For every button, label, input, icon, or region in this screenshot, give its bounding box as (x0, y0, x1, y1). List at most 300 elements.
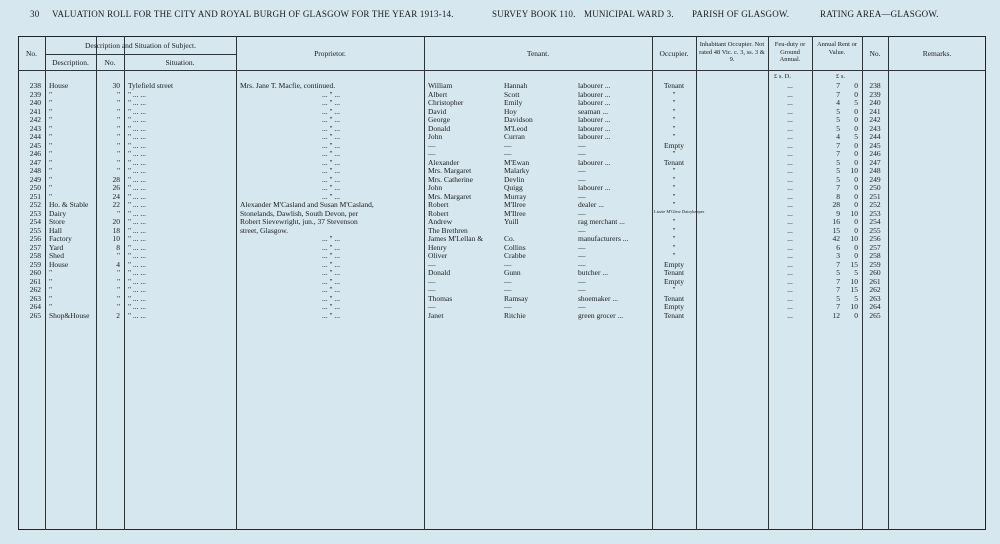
rent-pounds: 7 (836, 89, 840, 99)
rent-pounds: 4 (836, 98, 840, 107)
tenant-occupation: seaman ... (578, 106, 608, 116)
situation: " ... ... (128, 276, 147, 286)
subject-description: Store (49, 217, 65, 226)
col-rule (45, 36, 46, 530)
col-header-description-group: Description and Situation of Subject. (84, 41, 197, 50)
entry-number: 252 (29, 200, 41, 209)
entry-number: 246 (29, 149, 41, 158)
entry-number: 257 (29, 242, 41, 252)
feu-duty: ... (787, 191, 793, 201)
tenant-first-name: Oliver (428, 251, 448, 260)
tenant-first-name: Donald (428, 123, 451, 133)
entry-number: 243 (29, 123, 41, 133)
occupier: " (672, 115, 676, 124)
feu-duty: ... (787, 98, 793, 107)
col-header-feu-duty: Feu-duty or Ground Annual. (774, 41, 806, 63)
tenant-surname: M'Ilree (504, 208, 526, 218)
occupier: " (672, 217, 676, 226)
proprietor: ... " ... (321, 140, 341, 150)
feu-duty: ... (787, 293, 793, 303)
occupier: " (672, 191, 676, 201)
tenant-surname: — (504, 276, 512, 286)
col-rule (124, 36, 125, 530)
subject-description: " (49, 174, 53, 184)
tenant-first-name: William (428, 81, 453, 90)
street-number: " (116, 302, 120, 311)
tenant-surname: — (504, 302, 512, 311)
proprietor: ... " ... (321, 149, 341, 158)
rent-shillings: 0 (854, 183, 858, 192)
rent-shillings: 0 (854, 149, 858, 158)
tenant-occupation: shoemaker ... (578, 293, 618, 303)
entry-number-right: 260 (869, 268, 881, 277)
feu-duty: ... (787, 302, 793, 311)
entry-number: 251 (29, 191, 41, 201)
feu-duty: ... (787, 276, 793, 286)
feu-currency: £ s. D. (774, 73, 791, 80)
entry-number-right: 264 (869, 302, 881, 311)
tenant-surname: Yuill (504, 217, 519, 226)
tenant-surname: M'Leod (504, 123, 528, 133)
occupier: " (672, 132, 676, 141)
entry-number-right: 250 (869, 183, 881, 192)
subject-description: " (49, 115, 53, 124)
feu-duty: ... (787, 174, 793, 184)
proprietor: Mrs. Jane T. Macfie, continued. (240, 81, 336, 90)
proprietor: ... " ... (321, 174, 341, 184)
entry-number: 242 (29, 115, 41, 124)
subject-description: " (49, 89, 53, 99)
entry-number: 247 (29, 157, 41, 167)
rent-shillings: 5 (854, 98, 858, 107)
rent-pounds: 7 (836, 276, 840, 286)
subject-description: " (49, 140, 53, 150)
subject-description: Yard (49, 242, 64, 252)
occupier: Empty (664, 140, 684, 150)
feu-duty: ... (787, 115, 793, 124)
subject-description: House (49, 81, 69, 90)
proprietor: Stonelands, Dawlish, South Devon, per (240, 208, 359, 218)
entry-number-right: 256 (869, 234, 881, 243)
entry-number: 244 (29, 132, 41, 141)
proprietor: ... " ... (321, 302, 341, 311)
rent-shillings: 5 (854, 293, 858, 303)
subject-description: " (49, 191, 53, 201)
feu-duty: ... (787, 200, 793, 209)
feu-duty: ... (787, 242, 793, 252)
tenant-occupation: green grocer ... (578, 310, 624, 320)
subject-description: Shop&House (49, 310, 90, 320)
feu-duty: ... (787, 217, 793, 226)
rent-pounds: 7 (836, 149, 840, 158)
feu-duty: ... (787, 225, 793, 235)
tenant-first-name: Mrs. Margaret (428, 166, 472, 175)
entry-number: 255 (29, 225, 41, 235)
situation: " ... ... (128, 166, 147, 175)
tenant-surname: Hoy (504, 106, 517, 116)
header-rule (18, 70, 986, 71)
tenant-surname: — (504, 285, 512, 294)
rent-shillings: 5 (854, 132, 858, 141)
subject-description: " (49, 276, 53, 286)
occupier: " (672, 251, 676, 260)
tenant-first-name: — (428, 276, 436, 286)
occupier: Empty (664, 276, 684, 286)
subject-description: " (49, 293, 53, 303)
tenant-first-name: Andrew (428, 217, 453, 226)
rent-shillings: 0 (854, 242, 858, 252)
col-header-no: No. (25, 49, 38, 58)
entry-number-right: 243 (869, 123, 881, 133)
tenant-first-name: David (428, 106, 447, 116)
street-number: 4 (116, 259, 120, 269)
rent-shillings: 5 (854, 268, 858, 277)
tenant-occupation: — (578, 174, 586, 184)
street-number: 2 (116, 310, 120, 320)
proprietor: street, Glasgow. (240, 225, 289, 235)
street-number: " (116, 268, 120, 277)
rent-shillings: 0 (854, 225, 858, 235)
occupier: " (672, 225, 676, 235)
feu-duty: ... (787, 268, 793, 277)
tenant-first-name: John (428, 132, 443, 141)
occupier: Empty (664, 302, 684, 311)
tenant-first-name: Albert (428, 89, 448, 99)
proprietor: ... " ... (321, 98, 341, 107)
feu-duty: ... (787, 157, 793, 167)
entry-number-right: 240 (869, 98, 881, 107)
situation: " ... ... (128, 140, 147, 150)
tenant-surname: Davidson (504, 115, 533, 124)
tenant-occupation: — (578, 302, 586, 311)
feu-duty: ... (787, 123, 793, 133)
entry-number: 248 (29, 166, 41, 175)
tenant-first-name: — (428, 140, 436, 150)
tenant-surname: Hannah (504, 81, 528, 90)
rent-shillings: 10 (850, 276, 858, 286)
situation: " ... ... (128, 132, 147, 141)
rent-pounds: 5 (836, 166, 840, 175)
situation: " ... ... (128, 106, 147, 116)
tenant-occupation: labourer ... (578, 89, 611, 99)
tenant-occupation: — (578, 285, 586, 294)
rent-pounds: 5 (836, 268, 840, 277)
situation: " ... ... (128, 217, 147, 226)
proprietor: ... " ... (321, 251, 341, 260)
page-title: VALUATION ROLL FOR THE CITY AND ROYAL BURGH OF GLASGOW FOR THE YEAR 1913-14. (52, 9, 454, 19)
tenant-occupation: rag merchant ... (578, 217, 625, 226)
street-number: " (116, 98, 120, 107)
entry-number-right: 244 (869, 132, 881, 141)
proprietor: ... " ... (321, 166, 341, 175)
tenant-occupation: labourer ... (578, 98, 611, 107)
rent-shillings: 10 (850, 302, 858, 311)
subject-description: " (49, 123, 53, 133)
occupier: " (672, 285, 676, 294)
rent-shillings: 0 (854, 157, 858, 167)
street-number: 24 (112, 191, 120, 201)
rent-pounds: 4 (836, 132, 840, 141)
rent-pounds: 7 (836, 259, 840, 269)
rent-currency: £ s. (836, 73, 846, 80)
rent-shillings: 0 (854, 191, 858, 201)
occupier: " (672, 89, 676, 99)
col-rule (888, 36, 889, 530)
col-header-no-right: No. (869, 49, 881, 58)
situation: " ... ... (128, 302, 147, 311)
subject-description: " (49, 149, 53, 158)
entry-number: 262 (29, 285, 41, 294)
tenant-first-name: John (428, 183, 443, 192)
tenant-occupation: labourer ... (578, 81, 611, 90)
situation: " ... ... (128, 208, 147, 218)
street-number: 30 (112, 81, 120, 90)
tenant-surname: Emily (504, 98, 523, 107)
tenant-surname: Co. (504, 234, 515, 243)
feu-duty: ... (787, 140, 793, 150)
municipal-ward: MUNICIPAL WARD 3. (584, 9, 674, 19)
street-number: " (116, 123, 120, 133)
rent-shillings: 0 (854, 81, 858, 90)
proprietor: ... " ... (321, 106, 341, 116)
subject-description: Factory (49, 234, 72, 243)
rent-shillings: 0 (854, 89, 858, 99)
proprietor: ... " ... (321, 89, 341, 99)
entry-number-right: 259 (869, 259, 881, 269)
rent-pounds: 5 (836, 157, 840, 167)
entry-number-right: 248 (869, 166, 881, 175)
subject-description: " (49, 302, 53, 311)
tenant-first-name: Christopher (428, 98, 464, 107)
situation: " ... ... (128, 251, 147, 260)
entry-number-right: 246 (869, 149, 881, 158)
street-number: " (116, 140, 120, 150)
feu-duty: ... (787, 149, 793, 158)
tenant-occupation: — (578, 191, 586, 201)
street-number: 26 (112, 183, 120, 192)
street-number: 10 (112, 234, 120, 243)
col-header-tenant: Tenant. (526, 49, 550, 58)
situation: " ... ... (128, 234, 147, 243)
rent-pounds: 15 (832, 225, 840, 235)
tenant-first-name: Robert (428, 200, 449, 209)
tenant-occupation: — (578, 276, 586, 286)
feu-duty: ... (787, 285, 793, 294)
entry-number-right: 241 (869, 106, 881, 116)
entry-number-right: 253 (869, 208, 881, 218)
rent-pounds: 7 (836, 140, 840, 150)
entry-number: 245 (29, 140, 41, 150)
entry-number: 250 (29, 183, 41, 192)
feu-duty: ... (787, 132, 793, 141)
proprietor: ... " ... (321, 259, 341, 269)
tenant-occupation: — (578, 140, 586, 150)
occupier: " (672, 106, 676, 116)
tenant-occupation: manufacturers ... (578, 234, 629, 243)
tenant-surname: Curran (504, 132, 525, 141)
subject-description: " (49, 183, 53, 192)
entry-number: 249 (29, 174, 41, 184)
subject-description: " (49, 98, 53, 107)
entry-number: 256 (29, 234, 41, 243)
tenant-first-name: Thomas (428, 293, 453, 303)
tenant-first-name: Mrs. Margaret (428, 191, 472, 201)
entry-number: 261 (29, 276, 41, 286)
tenant-surname: Scott (504, 89, 520, 99)
tenant-surname: — (504, 259, 512, 269)
street-number: " (116, 166, 120, 175)
tenant-first-name: — (428, 302, 436, 311)
situation: " ... ... (128, 259, 147, 269)
entry-number: 258 (29, 251, 41, 260)
proprietor: ... " ... (321, 123, 341, 133)
tenant-first-name: James M'Lellan & (428, 234, 484, 243)
rent-pounds: 7 (836, 81, 840, 90)
rent-shillings: 0 (854, 174, 858, 184)
tenant-first-name: The Brethren (428, 225, 468, 235)
subject-description: " (49, 166, 53, 175)
situation: " ... ... (128, 242, 147, 252)
tenant-first-name: Janet (428, 310, 444, 320)
entry-number: 241 (29, 106, 41, 116)
proprietor: ... " ... (321, 191, 341, 201)
proprietor: ... " ... (321, 276, 341, 286)
tenant-first-name: George (428, 115, 450, 124)
occupier: Tenant (663, 81, 685, 90)
street-number: " (116, 208, 120, 218)
street-number: " (116, 132, 120, 141)
street-number: " (116, 157, 120, 167)
feu-duty: ... (787, 183, 793, 192)
subject-description: " (49, 106, 53, 116)
street-number: " (116, 285, 120, 294)
situation: " ... ... (128, 293, 147, 303)
rent-pounds: 7 (836, 285, 840, 294)
tenant-occupation: labourer ... (578, 132, 611, 141)
situation: " ... ... (128, 225, 147, 235)
situation: " ... ... (128, 191, 147, 201)
entry-number-right: 239 (869, 89, 881, 99)
situation: Tylefield street (128, 81, 174, 90)
occupier: " (672, 166, 676, 175)
feu-duty: ... (787, 259, 793, 269)
col-header-occupier: Occupier. (659, 49, 689, 58)
street-number: " (116, 115, 120, 124)
tenant-occupation: — (578, 225, 586, 235)
rent-shillings: 10 (850, 234, 858, 243)
entry-number-right: 258 (869, 251, 881, 260)
entry-number-right: 245 (869, 140, 881, 150)
rent-shillings: 15 (850, 259, 858, 269)
entry-number-right: 254 (869, 217, 881, 226)
street-number: " (116, 106, 120, 116)
rent-pounds: 6 (836, 242, 840, 252)
tenant-first-name: Donald (428, 268, 451, 277)
occupier: Tenant (663, 157, 685, 167)
tenant-first-name: — (428, 285, 436, 294)
proprietor: ... " ... (321, 293, 341, 303)
tenant-surname: M'Ilree (504, 200, 526, 209)
tenant-surname: Murray (504, 191, 527, 201)
tenant-surname: Quigg (504, 183, 523, 192)
tenant-occupation: labourer ... (578, 123, 611, 133)
tenant-occupation: — (578, 251, 586, 260)
col-rule (652, 36, 653, 530)
situation: " ... ... (128, 310, 147, 320)
entry-number: 265 (29, 310, 41, 320)
tenant-first-name: — (428, 149, 436, 158)
tenant-surname: Crabbe (504, 251, 526, 260)
entry-number: 240 (29, 98, 41, 107)
entry-number-right: 265 (869, 310, 881, 320)
rent-pounds: 8 (836, 191, 840, 201)
situation: " ... ... (128, 200, 147, 209)
situation: " ... ... (128, 285, 147, 294)
tenant-first-name: Mrs. Catherine (428, 174, 473, 184)
tenant-surname: Ramsay (504, 293, 529, 303)
occupier: Tenant (663, 293, 685, 303)
entry-number-right: 263 (869, 293, 881, 303)
occupier: Tenant (663, 268, 685, 277)
col-rule (768, 36, 769, 530)
tenant-occupation: labourer ... (578, 183, 611, 192)
rent-shillings: 0 (854, 200, 858, 209)
tenant-occupation: labourer ... (578, 157, 611, 167)
street-number: 20 (112, 217, 120, 226)
situation: " ... ... (128, 183, 147, 192)
rent-pounds: 5 (836, 106, 840, 116)
col-header-annual-rent: Annual Rent or Value. (816, 41, 858, 56)
rent-pounds: 28 (832, 200, 840, 209)
feu-duty: ... (787, 89, 793, 99)
occupier: " (672, 200, 676, 209)
survey-book: SURVEY BOOK 110. (492, 9, 576, 19)
rent-pounds: 7 (836, 183, 840, 192)
proprietor: ... " ... (321, 132, 341, 141)
tenant-occupation: — (578, 149, 586, 158)
proprietor: ... " ... (321, 285, 341, 294)
col-rule (696, 36, 697, 530)
proprietor: ... " ... (321, 242, 341, 252)
entry-number-right: 242 (869, 115, 881, 124)
entry-number: 260 (29, 268, 41, 277)
subject-description: House (49, 259, 69, 269)
rent-pounds: 5 (836, 115, 840, 124)
rent-pounds: 3 (836, 251, 840, 260)
rent-shillings: 0 (854, 123, 858, 133)
occupier: " (672, 234, 676, 243)
entry-number: 253 (29, 208, 41, 218)
subject-description: Ho. & Stable (49, 200, 89, 209)
col-rule (812, 36, 813, 530)
page-number: 30 (30, 9, 40, 19)
rent-pounds: 42 (832, 234, 840, 243)
entry-number: 254 (29, 217, 41, 226)
proprietor: ... " ... (321, 234, 341, 243)
tenant-occupation: — (578, 166, 586, 175)
subject-description: Hall (49, 225, 62, 235)
entry-number-right: 257 (869, 242, 881, 252)
street-number: 22 (112, 200, 120, 209)
rent-pounds: 5 (836, 293, 840, 303)
situation: " ... ... (128, 115, 147, 124)
entry-number: 263 (29, 293, 41, 303)
occupier: Lizzie M'Glew Dairykeeper (654, 208, 705, 214)
rent-pounds: 16 (832, 217, 840, 226)
tenant-first-name: — (428, 259, 436, 269)
col-header-remarks: Remarks. (922, 49, 952, 58)
feu-duty: ... (787, 310, 793, 320)
